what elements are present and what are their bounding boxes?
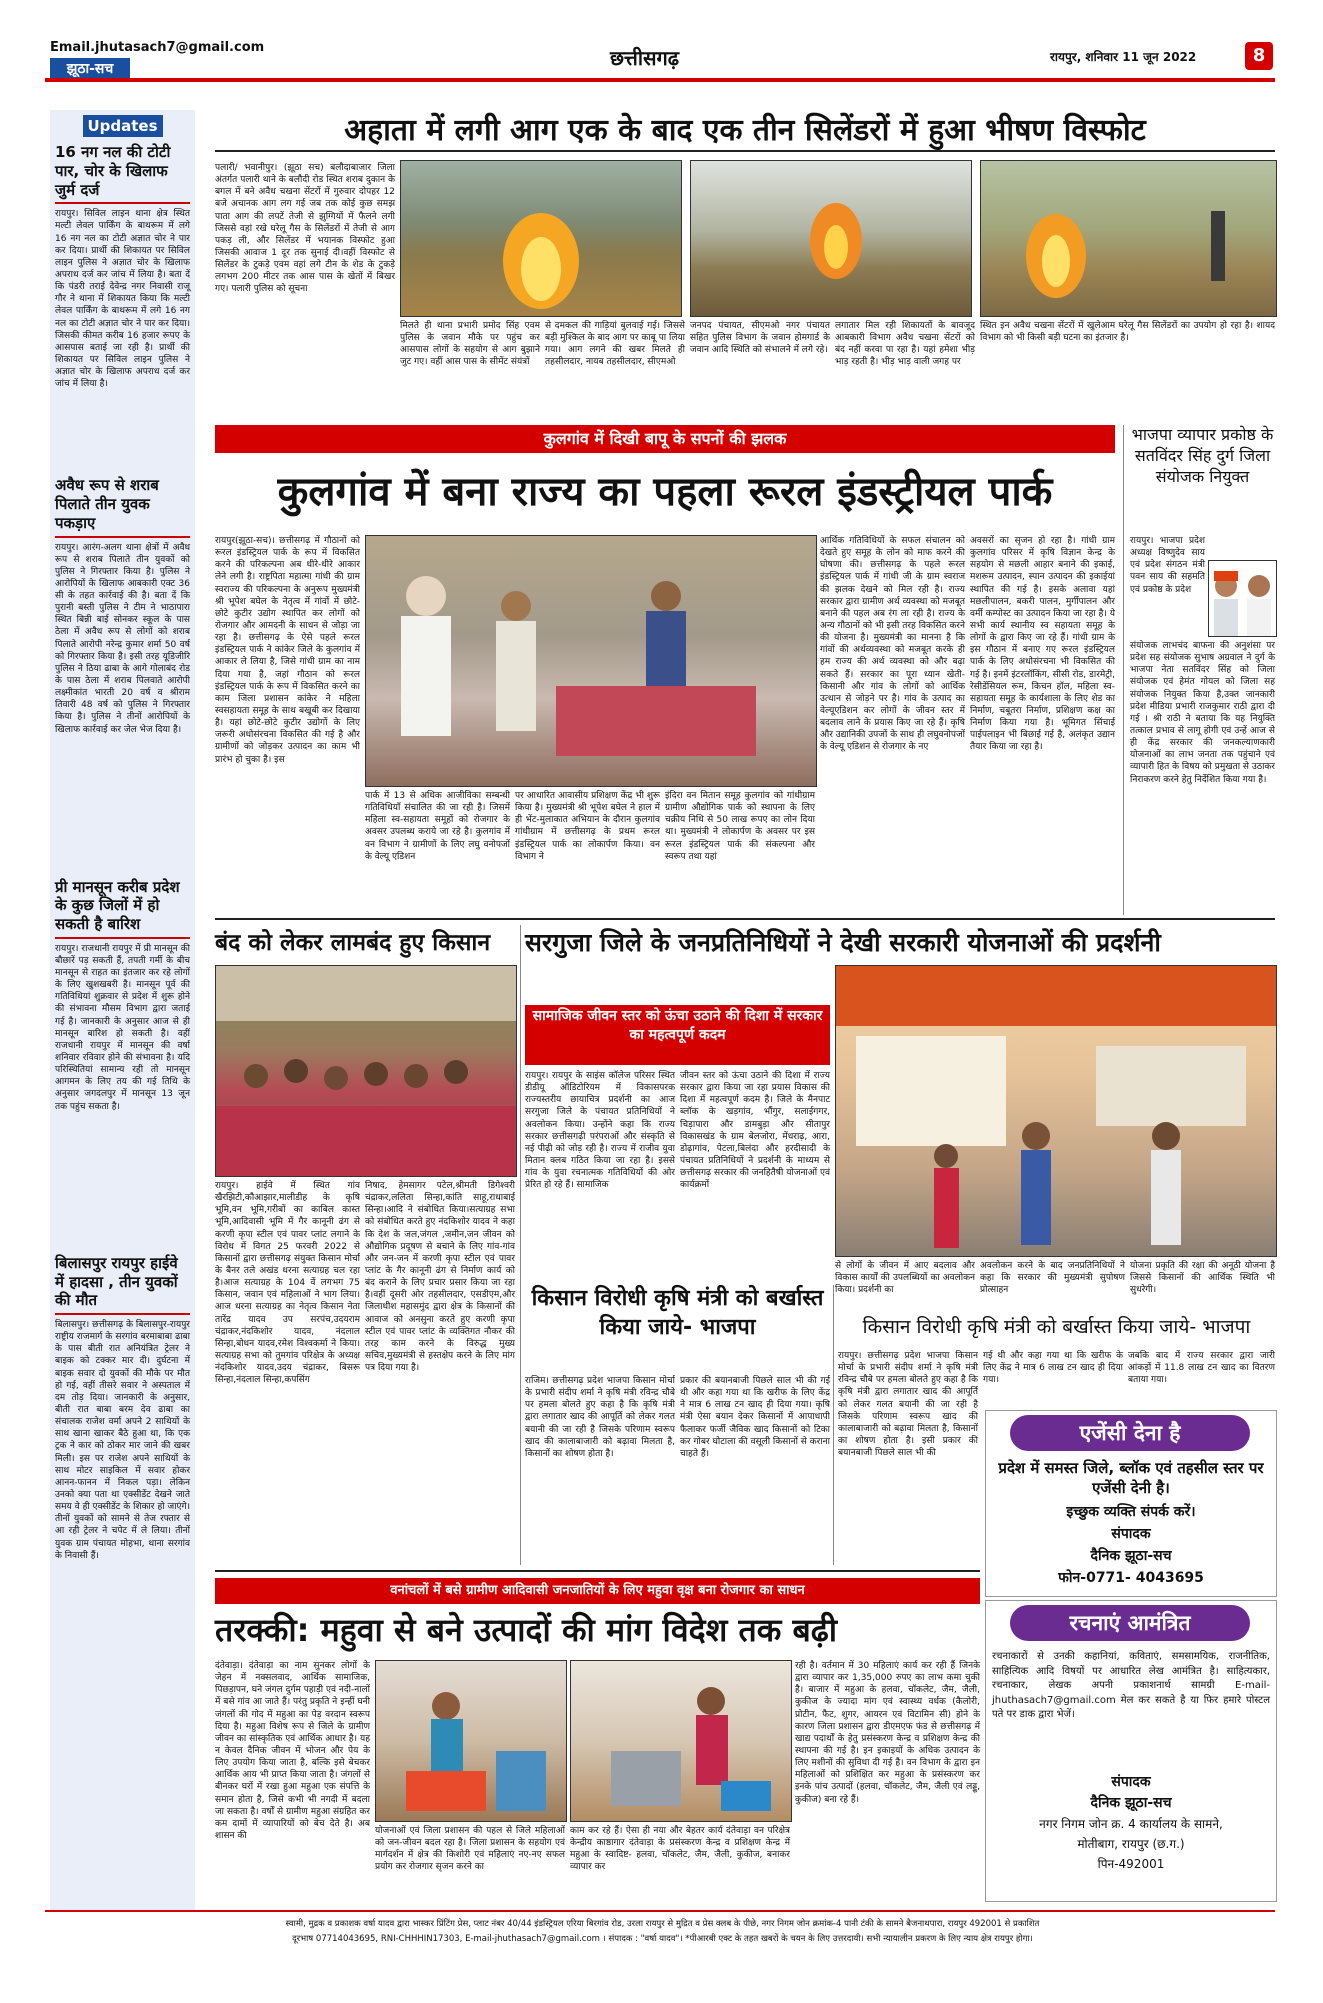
surguja-below-1: से लोगों के जीवन में आए बदलाव और विकास कार्यों की उपलब्धियों का अवलोकन किया। प्रदर्शनी का [835, 1261, 978, 1296]
flame-graphic [981, 161, 1276, 316]
divider [1123, 425, 1124, 915]
minister2-col-1: रायपुर। छत्तीसगढ़ प्रदेश भाजपा किसान मोर्चा के प्रभारी संदीप शर्मा ने कृषि मंत्री रविन्द्र चौबे पर हमला बोलते हुए कहा है कि कृषि मंत्री द्वारा लगातार खाद की आपूर्ति को लेकर गलत बयानी की जा रही है जिसके परिणाम स्वरूप खाद की कालाबाजारी को बढ़ावा मिलता है, किसानों का शोषण होता है। इसी प्रकार की बयानबाजी पिछले साल भी की [838, 1351, 981, 1459]
updates-tag: Updates [83, 115, 163, 137]
kulgaon-headline: कुलगांव में बना राज्य का पहला रूरल इंडस्ट्रीयल पार्क [277, 469, 1053, 515]
minister-headline-2: किसान विरोधी कृषि मंत्री को बर्खास्त किया जाये- भाजपा [862, 1316, 1251, 1338]
kitchen-graphic [571, 1661, 791, 1821]
mahua-photo-1 [375, 1660, 567, 1822]
fire-photo-3 [980, 160, 1277, 317]
masthead-rule [45, 78, 1275, 82]
fire-photo-1 [400, 160, 682, 317]
kulgaon-under-2: पर आधारित आवासीय प्रशिक्षण केंद्र भी शुरू किया है। मुख्यमंत्री श्री भूपेश बघेल ने हाल में ही भेंट-मुलाकात अभियान के दौरान कुलगांव गांधीग्राम में छत्तीसगढ़ के प्रथम रूरल इंडस्ट्रियल पार्क का लोकार्पण किया। वन विभाग ने [515, 791, 663, 862]
rachna-ad-line: पिन-492001 [1097, 1857, 1165, 1871]
sidebar-headline: 16 नग नल की टोटी पार, चोर के खिलाफ जुर्म दर्ज [55, 143, 190, 204]
agency-ad-line: संपादक [1111, 1526, 1151, 1542]
mahua-col-3: रही है। वर्तमान में 30 महिलाएं कार्य कर रही हैं जिनके द्वारा व्यापार कर 1,35,000 रुपए का लाभ कमा चुकी है। बाजार में महुआ के हलवा, चॉकलेट, जैम, जैली, कुकीज के ज्यादा मांग एवं स्वास्थ्य वर्धक (कैलोरी, प्रोटीन, फैट, शुगर, आयरन एवं विटामिन सी) होने के कारण जिला प्रशासन द्वारा डीएमएफ फंड से छत्तीसगढ़ में खाद्य पदार्थों के हेतु प्रसंस्करण केन्द्र व प्रशिक्षण केन्द्र की स्थापना की गई है। इन इकाइयों के अधिक उत्पादन के लिए मशीनों की सुविधा दी गई है। वन विभाग के द्वारा इन महिलाओं को प्रशिक्षित कर महुआ के प्रसंस्करण कर इनके पांच उत्पादों (हलवा, चॉकलेट, जैम, जैली एवं लड्डू, कुकीज) बना रहे हैं। [795, 1661, 983, 1805]
sidebar-body: रायपुर। राजधानी रायपुर में प्री मानसून की बौछारें पड़ सकती हैं, तपती गर्मी के बीच मानसून से राहत का इंतजार कर रहे लोगों के लिए खुशखबरी है। मानसून पूर्व की गतिविधियां शुक्रवार से प्रदेश में शुरू होने की संभावना मौसम विभाग द्वारा जताई गई है। जानकारी के अनुसार आज से ही मानसून बारिश हो सकती है। वहीं राजधानी रायपुर में मानसून की वर्षा शनिवार रविवार होने की संभावना है। यदि परिस्थितियां सामान्य रही तो मानसून आगमन के लिए तय की गई तिथि के अनुसार जगदलपुर में मानसून 13 जून तक पहुंच सकता है। [55, 943, 193, 1112]
mahua-photo-2 [570, 1660, 792, 1822]
fire-col: लगातार मिल रही शिकायतों के बावजूद आबकारी विभाग अवैध चखना सेंटरों को बंद नहीं करवा पा रहा है। यहां हमेशा भीड़ भाड़ रहती है। भीड़ भाड़ वाली जगह पर [835, 321, 978, 368]
fire-col: जनपद पंचायत, सीएमओ नगर पंचायत सहित पुलिस विभाग के जवान होमगार्ड के जवान आदि स्थिति को संभालने में लगे रहे। [690, 321, 833, 356]
minister-col-2: प्रकार की बयानबाजी पिछले साल भी की गई थी और कहा गया था कि खरीफ के लिए केंद्र ने मात्र 6 लाख टन खाद ही दिया गया। कृषि मंत्री ऐसा बयान देकर किसानों में आपाधापी फैलाकर फर्जी जैविक खाद किसानों को टिका कर गोबर घोटाला की वसूली किसानों से कराना चाहते हैं। [680, 1376, 833, 1459]
portrait-graphic [1209, 561, 1276, 636]
farmers-col-1: रायपुर। हाईवे में स्थित गांव खैरझिटी,कौआझार,मालीडीह के कृषि भूमि,वन भूमि,गरीबों का काबिल कास्त भूमि,आदिवासी भूमि में गैर कानूनी ढंग से करणी कृपा स्टील एवं पावर प्लांट लगाने के विरोध में विगत 25 फरवरी 2022 से किसानों द्वारा छत्तीसगढ़ संयुक्त किसान मोर्चा के बैनर तले अखंड धरना सत्याग्रह चल रहा है।आज सत्याग्रह के 104 वें लगभग 75 किसान, जवान एवं महिलाओं ने भाग लिया।आज धरना सत्याग्रह का नेतृत्व किसान नेता तारेंद्र यादव उप सरपंच,उदयराम चंद्राकर,नंदकिशोर यादव, नंदलाल सिन्हा,बोधन यादव,रमेश विश्वकर्मा ने किया।सत्याग्रह सभा को तुमगांव परिक्षेत्र के अध्यक्ष नंदकिशोर यादव,उदय चंद्राकर, बिसरू सिन्हा,नंदलाल सिन्हा,कपसिंग [215, 1181, 363, 1386]
surguja-below-2: अवलोकन करने के बाद जनप्रतिनिधियों ने कहा कि सरकार की मुख्यमंत्री सुपोषण प्रोत्साहन [980, 1261, 1128, 1296]
surguja-below-3: योजना प्रकृति की रक्षा की अनूठी योजना है जिससे किसानों की आर्थिक स्थिति भी सुधरेगी। [1130, 1261, 1278, 1296]
surguja-col-1: रायपुर। रायपुर के साइंस कॉलेज परिसर स्थित डीडीयू ऑडिटोरियम में विकासपरक राज्यस्तरीय छायाचित्र प्रदर्शनी का आज सरगुजा जिले के पंचायत प्रतिनिधियों ने अवलोकन किया। उन्होंने कहा कि राज्य सरकार छत्तीसगढ़ी परंपराओं और संस्कृति से नई पीढ़ी को जोड़ रही है। राज्य में राजीव युवा मितान क्लब गठित किया जा रहा है। इससे गांव के युवा रचनात्मक गतिविधियों की ओर प्रेरित हो रहे हैं। सामाजिक [525, 1071, 678, 1191]
minister2-col-3: जबकि बाद में राज्य सरकार द्वारा जारी आंकड़ों में 11.8 लाख टन खाद का वितरण बताया गया। [1128, 1351, 1278, 1386]
brand-badge: झूठा-सच [50, 58, 130, 80]
footer-rule [45, 1910, 1275, 1912]
agency-ad-line: दैनिक झूठा-सच [1090, 1548, 1172, 1564]
sidebar-headline: प्री मानसून करीब प्रदेश के कुछ जिलों में हो सकती है बारिश [55, 878, 190, 939]
agency-ad-phone: फोन-0771- 4043695 [1058, 1570, 1204, 1586]
mahua-headline: तरक्की: महुवा से बने उत्पादों की मांग विदेश तक बढ़ी [215, 1611, 838, 1649]
sidebar-headline: बिलासपुर रायपुर हाईवे में हादसा , तीन युवकों की मौत [55, 1254, 190, 1315]
bjp-body: संयोजक लाभचंद बाफना की अनुशंसा पर प्रदेश सह संयोजक सुभाष अग्रवाल ने दुर्ग के भाजपा नेता सतविंदर सिंह को जिला संयोजक एवं हेमंत गोयल को जिला सह संयोजक नियुक्त किया है,उक्त जानकारी प्रदेश मीडिया प्रभारी राजकुमार राठी द्वारा दी गई । श्री राठी ने बताया कि यह नियुक्ति तत्काल प्रभाव से लागू होगी एवं उन्हें आज से ही केंद्र सरकार की जनकल्याणकारी योजनाओं का लाभ जनता तक पहुंचाने एवं व्यापारी हित के विषय को प्रमुखता से उठाकर निराकरण करने हेतु निर्देशित किया गया है। [1130, 641, 1278, 785]
sidebar-body: रायपुर। आरंग-अलग थाना क्षेत्रों में अवैध रूप से शराब पिलाते तीन युवकों को पुलिस ने गिरफ्तार किया है। पुलिस ने आरोपियों के खिलाफ आबकारी एक्ट 36 सी के तहत कार्रवाई की है। बता दें कि पुरानी बस्ती पुलिस ने टीम ने भाठापारा स्थित बिन्नी बाई सोनकर स्कूल के पास ठेला में अवैध रूप से लोगों को शराब पिलाते आरोपी नरेन्द्र कुमार शर्मा 50 वर्ष को गिरफ्तार किया है। इसी तरह यूडिजीरि पुलिस ने ठिया ढाबा के आगे गोलाबंद रोड के पास ठेला में शराब पिलवाते आरोपी लक्ष्मीकांत भारती 20 वर्ष व श्रीराम तिवारी 48 वर्ष को पुलिस ने गिरफ्तार किया है। पुलिस ने तीनों आरोपियों के खिलाफ कार्रवाई कर जेल भेज दिया है। [55, 542, 193, 735]
divider [520, 925, 521, 1565]
fire-photo-2 [690, 160, 972, 317]
kulgaon-photo [365, 535, 817, 787]
kulgaon-col-4: अवसरों का सृजन हो रहा है। गांधी ग्राम कुलगांव परिसर में कृषि विज्ञान केन्द्र के सहयोग से मछली आहार बनाने की इकाई, मशरूम उत्पादन, स्पान उत्पादन की इकाईयां स्थापित की गई है। इसके अलावा यहां मछलीपालन, बकरी पालन, मुर्गीपालन और वर्मी कम्पोस्ट का उत्पादन किया जा रहा है। ये सभी कार्य स्थानीय स्व सहायता समूह के लोगों के द्वारा किए जा रहे हैं। गांधी ग्राम के इस गौठान में बनाए गए रूरल इंडस्ट्रियल पार्क के लिए अधोसंरचना भी विकसित की गई है। इनमें इंटरलॉकिंग, सीसी रोड, डारमेट्री, रेसीडेंसियल रूम, किचन हॉल, महिला स्व-सहायता समूह के कार्यशाला के लिए शेड का निर्माण, चबूतरा निर्माण, प्रशिक्षण कक्ष का निर्माण किया गया है। भूमिगत सिंचाई पाईपलाइन भी बिछाई गई है, अलंकृत उद्यान तैयार किया जा रहा है। [970, 536, 1118, 753]
crowd-graphic [216, 966, 516, 1176]
surguja-photo [835, 965, 1277, 1257]
rachna-ad-body: रचनाकारों से उनकी कहानियां, कविताएं, समसामयिक, राजनीतिक, साहित्यिक आदि विषयों पर आधारित लेख आमंत्रित है। साहित्यकार, रचनाकार, लेखक अपनी प्रकाशनार्थ सामग्री E-mail-jhuthasach7@gmail.com मेल कर सकते है या फिर हमारे पोस्टल पते पर डाक द्वारा भेजें। [992, 1651, 1274, 1720]
rachna-ad-line: संपादक [1111, 1774, 1151, 1790]
divider [215, 150, 1275, 152]
minister2-col-2: गई थी और कहा गया था कि खरीफ के लिए केंद्र ने मात्र 6 लाख टन खाद ही दिया गया। [983, 1351, 1126, 1386]
agency-ad-line: प्रदेश में समस्त जिले, ब्लॉक एवं तहसील स्तर पर एजेंसी देनी है। [998, 1459, 1264, 1498]
divider [215, 1570, 980, 1572]
sidebar-body: बिलासपुर। छत्तीसगढ़ के बिलासपुर-रायपुर राष्ट्रीय राजमार्ग के सरगांव बरमाबाबा ढाबा के पास बीती रात अनियंत्रित ट्रेलर ने बाइक को टक्कर मार दी। दुर्घटना में बाइक सवार दो युवकों की मौके पर मौत हो गई, वहीं तीसरे सवार ने अस्पताल में दम तोड़ दिया। जानकारी के अनुसार, बीती रात बाबा बरम देव ढाबा का संचालक राजेश वर्मा अपने 2 साथियों के साथ खाना खाकर बैठे हुआ था, कि एक ट्रक ने कार को ठोकर मार जाने की खबर मिली। इस पर राजेश अपने साथियों के साथ मोटर साइकिल में सवार होकर आनन-फानन में निकल पड़ा। लेकिन उनको क्या पता था एक्सीडेंट देखने जाते समय वे ही एक्सीडेंट के शिकार हो जाएंगे। तीनों युवकों को सामने से तेज रफ्तार से आ रही ट्रेलर ने चपेट में ले लिया। तीनों युवक ग्राम पंचायत मोहभा, थाना सरगांव के निवासी हैं। [55, 1320, 193, 1561]
mahua-under-1: योजनाओं एवं जिला प्रशासन की पहल से जिले महिलाओं को जन-जीवन बदल रहा है। जिला प्रशासन के सहयोग एवं मार्गदर्शन में क्षेत्र की किशोरी एवं महिलाएं नए-नए सफल प्रयोग कर रोजगार सृजन करने का [375, 1826, 568, 1873]
farmers-headline: बंद को लेकर लामबंद हुए किसान [215, 930, 491, 956]
divider [215, 918, 1275, 920]
rachna-ad-line: दैनिक झूठा-सच [1090, 1795, 1172, 1811]
mahua-under-2: काम कर रहे हैं। ऐसा ही नया और बेहतर कार्य दंतेवाड़ा वन परिक्षेत्र केन्द्रीय काष्ठागार दंतेवाड़ा के प्रसंस्करण केन्द्र व प्रशिक्षण केन्द्र में महुआ के स्वादिष्ट- हलवा, चॉकलेट, जैम, जैली, कुकीज, बनाकर व्यापार कर [570, 1826, 793, 1873]
agency-ad-line: इच्छुक व्यक्ति संपर्क करें। [1066, 1504, 1196, 1520]
people-graphic [366, 536, 816, 786]
surguja-headline: सरगुजा जिले के जनप्रतिनिधियों ने देखी सरकारी योजनाओं की प्रदर्शनी [525, 928, 1161, 957]
sidebar [50, 110, 195, 1910]
kulgaon-col-1: रायपुर(झूठा-सच)। छत्तीसगढ़ में गौठानों को रूरल इंडस्ट्रियल पार्क के रूप में विकसित करने की परिकल्पना अब धीरे-धीरे आकार लेने लगी है। राष्ट्रपिता महात्मा गांधी की ग्राम स्वराज्य की परिकल्पना के अनुरूप मुख्यमंत्री श्री भूपेश बघेल के नेतृत्व में गांवों में छोटे-छोटे कुटीर उद्योग स्थापित कर लोगों को रोजगार और आमदनी के साधन से जोड़ा जा रहा है। छत्तीसगढ़ के ऐसे पहले रूरल इंडस्ट्रियल पार्क ने कांकेर जिले के कुलगांव में आकार ले लिया है, जिसे गांधी ग्राम का नाम दिया गया है, जहां गौठान को रूरल इंडस्ट्रियल पार्क के रूप में विकसित करने का काम जिला प्रशासन कांकेर ने महिला स्वसहायता समूह के साथ बखूबी कर दिखाया है। यहां छोटे-छोटे कुटीर उद्योगों के लिए जरूरी अधोसंरचना विकसित की गई है और ग्रामीणों को जोड़कर उत्पादन का काम भी प्रारंभ हो चुका है। इस [215, 536, 363, 765]
fire-col: से दमकल की गाड़ियां बुलवाई गई। जिससे बड़ी मुश्किल के बाद आग पर काबू पा लिया गया। आग लगने की खबर मिलते ही तहसीलदार, नायब तहसीलदार, सीएमओ [545, 321, 688, 368]
kitchen-graphic [376, 1661, 566, 1821]
sidebar-headline: अवैध रूप से शराब पिलाते तीन युवक पकड़ाए [55, 476, 190, 537]
rachna-ad-title: रचनाएं आमंत्रित [1010, 1605, 1250, 1641]
kulgaon-col-3: आर्थिक गतिविधियों के सफल संचालन को देखते हुए समूह के लोन को माफ करने की घोषणा की। छत्तीसगढ़ के पहले रूरल इंडस्ट्रियल पार्क में गांधी जी के ग्राम स्वराज की झलक देखने को मिल रही है। राज्य सरकार द्वारा ग्रामीण अर्थ व्यवस्था को मजबूत बनाने की पहल अब रंग ला रही है। राज्य के अन्य गौठानों को भी इसी तरह विकसित करने की योजना है। मुख्यमंत्री का मानना है कि गांवों की अर्थव्यवस्था को मजबूत करके ही हम राज्य की अर्थ व्यवस्था को और बढ़ा सकते हैं। सरकार का पूरा ध्यान खेती-किसानी और गांव के लोगों को आर्थिक उत्थान से जोड़ने पर है। गांव के उत्पाद का वेल्यूएडिशन कर लोगों के जीवन स्तर में बदलाव लाने के प्रयास किए जा रहे हैं। कृषि और उद्यानिकी उपजों के साथ ही लघुवनोपजों के वेल्यू एडिशन से रोजगार के नए [820, 536, 968, 753]
section-title: छत्तीसगढ़ [610, 46, 680, 70]
page-number: 8 [1245, 42, 1273, 70]
bjp-photo [1208, 560, 1277, 637]
fire-col: मिलते ही थाना प्रभारी प्रमोद सिंह एवम पुलिस के जवान मौके पर पहुंच कर आसपास लोगों के सहयोग से आग बुझाने जुट गए। वहीं आस पास के सीमेंट संयंत्रों [400, 321, 543, 368]
flame-graphic [401, 161, 681, 316]
kulgaon-under-3: इंदिरा वन मितान समूह कुलगांव को गांधीग्राम ग्रामीण औद्योगिक पार्क को स्थापना के लिए चक्रीय निधि से 50 लाख रूपए का लोन दिया था। मुख्यमंत्री ने लोकार्पण के अवसर पर इस रूरल इंडस्ट्रियल पार्क की संकल्पना और स्वरूप तथा यहां [665, 791, 818, 862]
fire-col: स्थित इन अवैध चखना सेंटरों में खुलेआम घरेलू गैस सिलेंडरों का उपयोग हो रहा है। शायद विभाग को भी किसी बड़ी घटना का इंतजार है। [980, 321, 1278, 344]
bjp-headline: भाजपा व्यापार प्रकोष्ठ के सतविंदर सिंह दुर्ग जिला संयोजक नियुक्त [1131, 425, 1274, 486]
kulgaon-under-1: पार्क में 13 से अधिक आजीविका सम्बन्धी गतिविधियाँ संचालित की जा रही है। जिसमें महिला स्व-सहायता समूहों को रोजगार के अवसर उपलब्ध कराये जा रहे है। कुलगांव में वन विभाग ने ग्रामीणों के लिए लघु वनोपजों के वेल्यू एडिशन [365, 791, 513, 862]
rachna-ad-line: मोतीबाग, रायपुर (छ.ग.) [1077, 1837, 1185, 1851]
mahua-col-1: दंतेवाड़ा। दंतेवाड़ा का नाम सुनकर लोगों के जेहन में नक्सलवाद, आर्थिक सामाजिक, पिछड़ापन, घने जंगल दुर्गम पहाड़ी एवं नदी-नालों में बसे गांव आ जाते हैं। परंतु प्रकृति ने इन्हीं घनी जंगलों की गोद में महुआ का पेड़ वरदान स्वरूप दिया है। महुआ विशेष रूप से जिले के ग्रामीण जीवन का सांस्कृतिक एवं आर्थिक आधार है। यह न केवल दैनिक जीवन में भोजन और पेय के लिए उपयोग किया जाता है, बल्कि इसे बेचकर आर्थिक आय भी प्राप्त किया जाता है। जंगलों से बीनकर घरों में रखा हुआ महुआ एक संपत्ति के समान होता है, जिसे कभी भी नगदी में बदला जा सकता है। वर्षों से ग्रामीण महुआ संग्रहित कर कम दामों में व्यापारियों को बेच देते है। अब शासन की [215, 1661, 373, 1841]
surguja-col-2: जीवन स्तर को ऊंचा उठाने की दिशा में राज्य सरकार द्वारा किया जा रहा प्रयास विकास की दिशा में महत्वपूर्ण कदम है। जिले के मैनपाट ब्लॉक के खड़गांव, भौंगुर, सलाईगगर, चिड़ापारा और डामबुड़ा और सीतापुर विकासखंड के ग्राम बेलजोरा, मेंधराढ़, आरा, डोढ़ागांव, पेटला,बिलंदा और हरदीसादी के पंचायत प्रतिनिधियों ने प्रदर्शनी के माध्यम से छत्तीसगढ़ सरकार की जनहितैषी योजनाओं एवं कार्यक्रमों [680, 1071, 833, 1191]
flame-graphic [691, 161, 971, 316]
agency-ad-title: एजेंसी देना है [1010, 1415, 1250, 1451]
minister-col-1: राजिम। छत्तीसगढ़ प्रदेश भाजपा किसान मोर्चा के प्रभारी संदीप शर्मा ने कृषि मंत्री रविन्द्र चौबे पर हमला बोलते हुए कहा है कि कृषि मंत्री द्वारा लगातार खाद की आपूर्ति को लेकर गलत बयानी की जा रही है जिसके परिणाम स्वरूप खाद की कालाबाजारी को बढ़ावा मिलता है, किसानों का शोषण होता है। [525, 1376, 678, 1459]
divider [833, 1285, 834, 1565]
farmers-photo [215, 965, 517, 1177]
exhibition-graphic [836, 966, 1276, 1256]
email-line: Email.jhutasach7@gmail.com [50, 40, 265, 55]
rachna-ad-line: नगर निगम जोन क्र. 4 कार्यालय के सामने, [1039, 1817, 1223, 1831]
mahua-kicker: वनांचलों में बसे ग्रामीण आदिवासी जनजातियों के लिए महुवा वृक्ष बना रोजगार का साधन [215, 1578, 980, 1604]
dateline: रायपुर, शनिवार 11 जून 2022 [1050, 50, 1197, 64]
footer-imprint: स्वामी, मुद्रक व प्रकाशक वर्षा यादव द्वारा भास्कर प्रिंटिंग प्रेस, प्लाट नंबर 40/44 इंडस्ट्रियल एरिया बिरगांव रोड, उरला रायपुर से मुद्रित व प्रेस क्लब के पीछे, नगर निगम जोन क्रमांक-4 पानी टंकी के सामने बैजनाथपारा, रायपुर 492001 से प्रकाशित [285, 1919, 1040, 1929]
fire-col-lead: पलारी/ भवानीपुर। (झूठा सच) बलौदाबाजार जिला अंतर्गत पलारी थाने के बलौदी रोड स्थित शराब दुकान के बगल में बने अवैध चखना सेंटरों में गुरुवार दोपहर 12 बजे अचानक आग लग गई जब तक कोई कुछ समझ पाता आग की लपटें तेजी से झुग्गियों में फैलने लगी जिससे वहां रखे घरेलू गैस के सिलेंडरों में तेजी से आग पकड़ ली, और सिलेंडर में भयानक विस्फोट हुआ जिसकी आवाज 1 दूर तक सुनाई दी।वहीं विस्फोट से सिलेंडर के टुकड़े एवम वहां लगे टीन के शेड के टुकड़े लगभग 200 मीटर तक आस पास के खेतों में बिखर गए। पलारी पुलिस को सूचना [215, 163, 398, 295]
fire-headline: अहाता में लगी आग एक के बाद एक तीन सिलेंडरों में हुआ भीषण विस्फोट [344, 113, 1146, 148]
sidebar-body: रायपुर। सिविल लाइन थाना क्षेत्र स्थित मल्टी लेवल पार्किंग के बाथरूम में लगे 16 नग नल का टोटी अज्ञात चोर ने पार कर दिया। प्रार्थी की शिकायत पर सिविल लाइन पुलिस ने अज्ञात चोर के खिलाफ अपराध दर्ज कर जांच में लिया है। बता दें कि पंडरी तराई देवेन्द्र नगर निवासी राजू गौर ने थाना में शिकायत किया कि मल्टी लेवल पार्किंग के बाथरूम में लगे 16 नग नल का टोटी अज्ञात चोर ने पार कर दिया। जिसकी कीमत करीब 16 हजार रूपए के आसपास बताई जा रही है। प्रार्थी की शिकायत पर सिविल लाइन पुलिस ने अज्ञात चोर के खिलाफ अपराध दर्ज कर जांच में लिया है। [55, 209, 193, 390]
surguja-kicker: सामाजिक जीवन स्तर को ऊंचा उठाने की दिशा में सरकार का महत्वपूर्ण कदम [525, 1005, 830, 1065]
footer-contact: दूरभाष 07714043695, RNI-CHHHIN17303, E-mail-jhuthasach7@gmail.com । संपादक : "वर्षा यादव"। *पीआरबी एक्ट के तहत खबरों के चयन के लिए उत्तरदायी। सभी न्यायालीन प्रकरण के लिए न्याय क्षेत्र रायपुर होगा। [292, 1934, 1033, 1944]
bjp-lead: रायपुर। भाजपा प्रदेश अध्यक्ष विष्णुदेव साय एवं प्रदेश संगठन मंत्री पवन साय की सहमति एवं प्रकोष्ठ के प्रदेश [1130, 536, 1208, 595]
kulgaon-kicker: कुलगांव में दिखी बापू के सपनों की झलक [215, 425, 1115, 453]
farmers-col-2: निषाद, हेमसागर पटेल,श्रीमती डिगेश्वरी चंद्राकर,ललिता सिन्हा,कांति साहू,राधाबाई सिन्हा।आदि ने संबोधित किया।सत्याग्रह सभा को संबोधित करते हुए नंदकिशोर यादव ने कहा कि देश के जल,जंगल ,जमीन,जन जीवन को औद्योगिक प्रदूषण से बचाने के लिए गांव-गांव और जन-जन में करणी कृपा स्टील एवं पावर प्लांट के गैर कानूनी ढंग से निर्माण कार्य को बंद कराने के लिए प्रचार प्रसार किया जा रहा है।वहीं दूसरी ओर तहसीलदार, एसडीएम,और जिलाधीश महासमुंद द्वारा क्षेत्र के किसानों की आवाज को अनसुना करते हुए करणी कृपा स्टील एवं पावर प्लांट के व्यक्तिगत नौकर की तरह काम करने के विरुद्ध मुख्य सचिव,मुख्यमंत्री से हस्तक्षेप करने के लिए मांग पत्र दिया गया है। [365, 1181, 518, 1374]
minister-headline-1: किसान विरोधी कृषि मंत्री को बर्खास्त किया जाये- भाजपा [531, 1286, 824, 1340]
